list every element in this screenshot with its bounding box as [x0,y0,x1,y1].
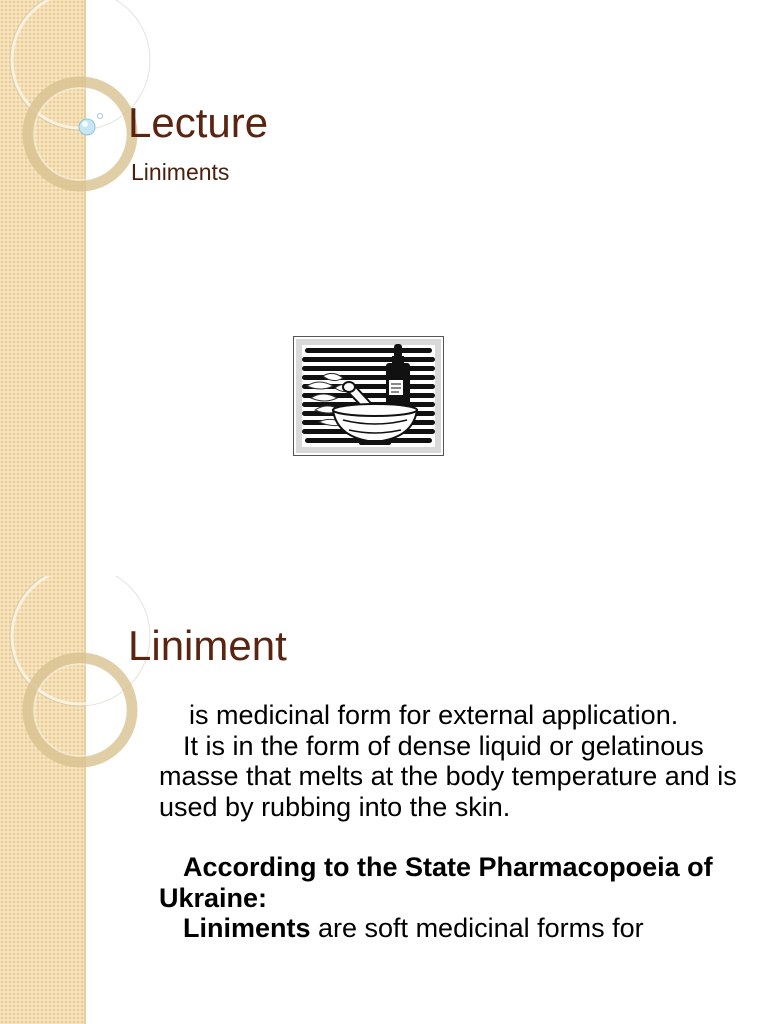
liniments-definition [159,913,739,944]
sidebar-texture [0,576,84,1024]
slide-subtitle: Liniments [131,159,230,185]
sidebar-edge [84,576,86,1024]
slide-liniment [0,576,768,1024]
sidebar-edge [84,0,86,576]
slide-title: Lecture [128,99,269,146]
definition-text: is medicinal form for external application. [189,700,679,730]
mortar-pestle-icon [293,336,444,456]
slide-body [159,700,739,944]
pharmacopoeia-heading: According to the State Pharmacopoeia of Ukraine: [159,852,713,913]
form-description: It is in the form of dense liquid or gelatinous masse that melts at the body temperature and is used by rubbing into the skin. [159,730,737,822]
liniments-rest: are soft medicinal forms for [310,913,644,943]
slide-title: Liniment [128,622,287,669]
liniments-term: Liniments [183,913,311,943]
sidebar-texture [0,0,84,576]
